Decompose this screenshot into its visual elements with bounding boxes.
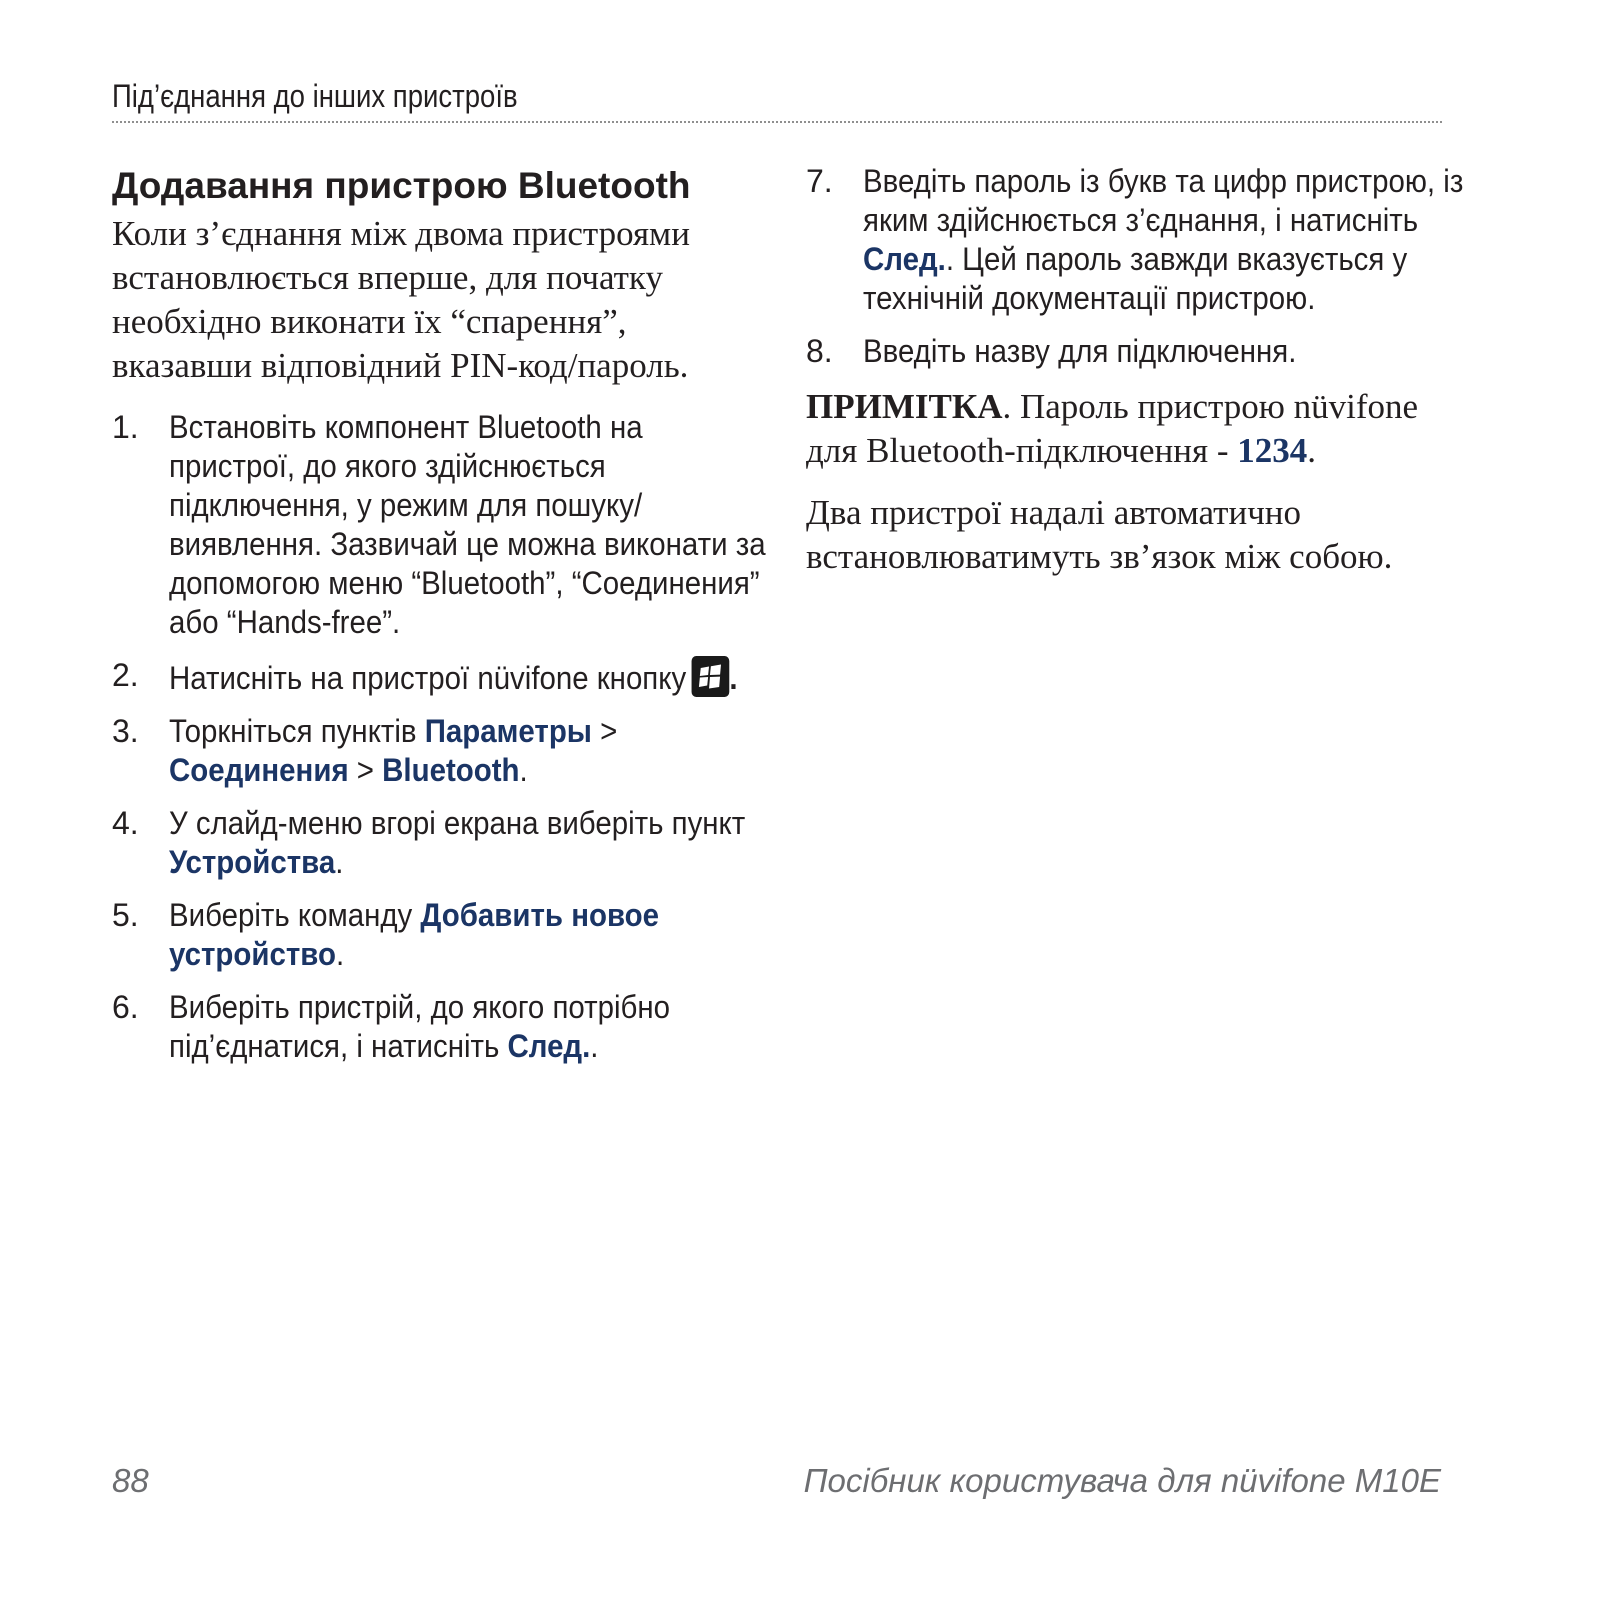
right-column — [806, 162, 1464, 579]
step-text: Натисніть на пристрої nüvifone кнопку — [169, 660, 687, 696]
step-1 — [112, 408, 766, 642]
menu-item-ustroystva: Устройства — [169, 844, 336, 880]
button-next: След. — [863, 241, 946, 277]
steps-list — [112, 408, 766, 1066]
step-number: 2. — [112, 657, 139, 693]
step-end: . — [335, 936, 345, 972]
button-next: След. — [507, 1028, 591, 1064]
step-2 — [112, 656, 752, 698]
path-separator: > — [356, 752, 374, 788]
step-number: 1. — [112, 409, 139, 445]
note-paragraph — [806, 385, 1446, 473]
step-text: Введіть назву для підключення. — [863, 333, 1297, 369]
step-text: Виберіть пристрій, до якого потрібно під’єднатися, і натисніть — [169, 989, 671, 1064]
step-body — [169, 804, 776, 882]
step-body — [169, 988, 776, 1066]
step-5 — [112, 896, 752, 974]
step-number: 3. — [112, 713, 139, 749]
windows-start-icon — [692, 656, 730, 697]
step-end: . — [729, 660, 738, 696]
step-text: Торкніться пунктів — [169, 713, 417, 749]
manual-title: Посібник користувача для nüvifone M10E — [803, 1462, 1441, 1499]
step-number: 8. — [806, 333, 833, 369]
note-end: . — [1307, 431, 1316, 470]
step-text-after: . Цей пароль завжди вказується у технічній документації пристрою. — [863, 241, 1408, 316]
step-body — [169, 656, 776, 698]
step-number: 4. — [112, 805, 139, 841]
note-label: ПРИМІТКА — [806, 387, 1003, 426]
step-number: 7. — [806, 163, 833, 199]
step-6 — [112, 988, 752, 1066]
menu-item-soedineniya: Соединения — [169, 752, 349, 788]
pairing-code: 1234 — [1237, 431, 1308, 470]
step-4 — [112, 804, 752, 882]
step-8 — [806, 332, 1446, 371]
intro-paragraph: Коли з’єднання між двома пристроями встановлюється вперше, для початку необхідно виконати їх “спарення”, вказавши відповідний PIN-код/пароль. — [112, 214, 690, 385]
step-text: Встановіть компонент Bluetooth на пристрої, до якого здійснюється підключення, у режим для пошуку/виявлення. Зазвичай це можна виконати за допомогою меню “Bluetooth”, “Соединения” або “Hands-free”. — [169, 409, 766, 640]
left-column — [112, 162, 766, 1080]
step-end: . — [335, 844, 344, 880]
step-text: У слайд-меню вгорі екрана виберіть пункт — [169, 805, 746, 841]
step-text: Введіть пароль із букв та цифр пристрою, із яким здійснюється з’єднання, і натисніть — [863, 163, 1464, 238]
step-end: . — [519, 752, 528, 788]
running-header: Під’єднання до інших пристроїв — [112, 78, 518, 114]
step-body — [169, 896, 776, 974]
header-divider — [112, 121, 1442, 123]
outro-paragraph: Два пристрої надалі автоматично встановлюватимуть зв’язок між собою. — [806, 493, 1393, 576]
note-text: . Пароль пристрою nüvifone для Bluetooth-підключення - — [806, 387, 1419, 470]
step-end: . — [590, 1028, 599, 1064]
menu-item-parametry: Параметры — [424, 713, 592, 749]
path-separator: > — [600, 713, 618, 749]
step-body — [863, 162, 1470, 318]
step-3 — [112, 712, 752, 790]
step-text: Виберіть команду — [169, 897, 413, 933]
step-number: 6. — [112, 989, 139, 1025]
step-number: 5. — [112, 897, 139, 933]
page-number: 88 — [112, 1462, 149, 1499]
menu-item-bluetooth: Bluetooth — [382, 752, 520, 788]
command-add-new-device: Добавить новое устройство — [169, 897, 660, 972]
step-body — [169, 712, 776, 790]
steps-list-continued — [806, 162, 1464, 371]
step-7 — [806, 162, 1464, 318]
section-title: Додавання пристрою Bluetooth — [112, 165, 691, 206]
